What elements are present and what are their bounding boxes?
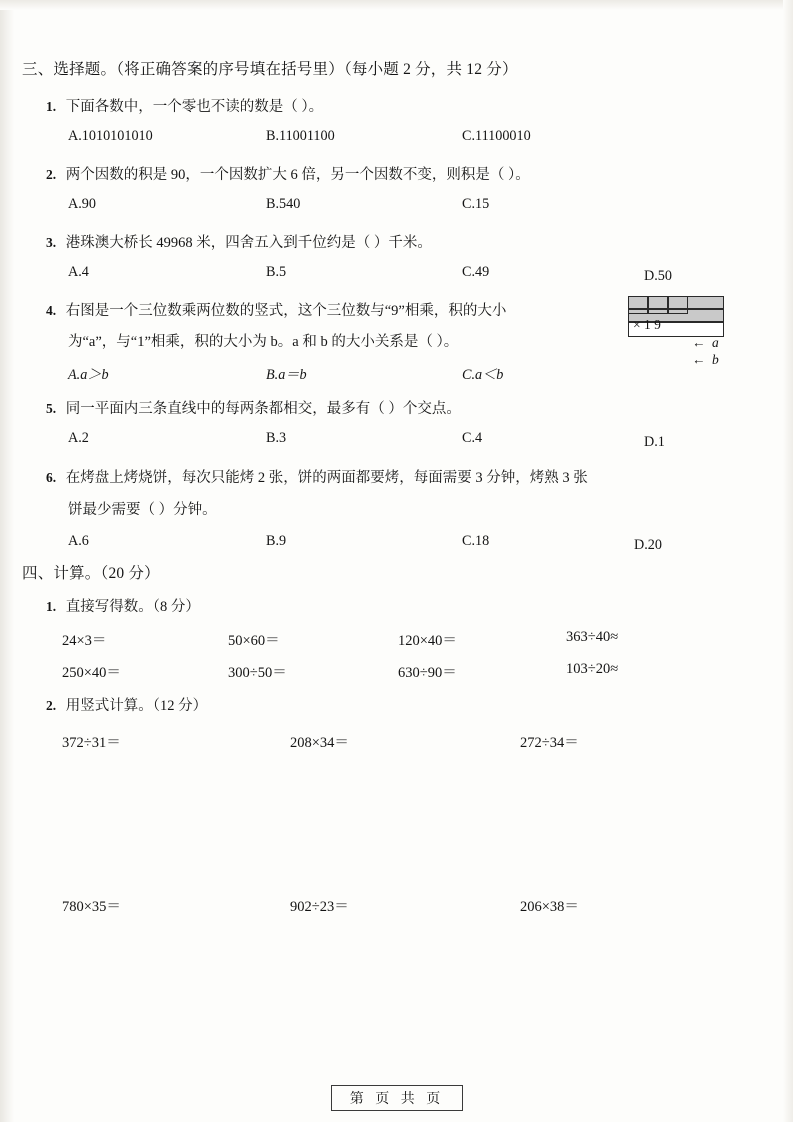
section-heading-calculation: 四、计算。（20 分） [22, 565, 160, 582]
option-a[interactable]: A.6 [68, 533, 89, 549]
option-a[interactable]: A.1010101010 [68, 128, 153, 144]
expression[interactable]: 780×35＝ [62, 899, 121, 915]
question-text-line1: 右图是一个三位数乘两位数的竖式，这个三位数与“9”相乘，积的大小 [65, 303, 507, 319]
subsection-title: 用竖式计算。（12 分） [65, 698, 208, 714]
expression[interactable]: 902÷23＝ [290, 899, 349, 915]
subsection-number: 2. [46, 698, 57, 713]
question-text: 两个因数的积是 90，一个因数扩大 6 倍，另一个因数不变，则积是（ ）。 [65, 167, 530, 183]
option-b[interactable]: B.11001100 [266, 128, 335, 144]
question-number: 3. [46, 235, 57, 250]
digit-box-1 [628, 296, 648, 314]
expression[interactable]: 372÷31＝ [62, 735, 121, 751]
page-footer: 第 页 共 页 [331, 1085, 463, 1111]
option-c[interactable]: C.11100010 [462, 128, 531, 144]
expression[interactable]: 363÷40≈ [566, 629, 619, 645]
option-b[interactable]: B.a＝b [266, 367, 307, 383]
vertical-multiplication-figure [628, 296, 778, 386]
option-b[interactable]: B.9 [266, 533, 287, 549]
question-text-line2: 为“a”，与“1”相乘，积的大小为 b。a 和 b 的大小关系是（ ）。 [68, 334, 459, 350]
label-b: b [712, 352, 719, 367]
multiplier-row: × 1 9 [633, 317, 661, 332]
option-d[interactable]: D.20 [634, 537, 662, 553]
option-c[interactable]: C.18 [462, 533, 490, 549]
question-text-line2: 饼最少需要（ ）分钟。 [68, 502, 217, 518]
arrow-b-icon: ← [692, 352, 706, 367]
question-text: 下面各数中，一个零也不读的数是（ ）。 [65, 99, 324, 115]
option-c[interactable]: C.15 [462, 196, 490, 212]
option-d[interactable]: D.1 [644, 434, 665, 450]
expression[interactable]: 120×40＝ [398, 633, 457, 649]
expression[interactable]: 300÷50＝ [228, 665, 287, 681]
expression[interactable]: 208×34＝ [290, 735, 349, 751]
option-c[interactable]: C.49 [462, 264, 490, 280]
option-a[interactable]: A.a＞b [68, 367, 109, 383]
question-text-line1: 在烤盘上烤烧饼，每次只能烤 2 张，饼的两面都要烤，每面需要 3 分钟，烤熟 3 张 [65, 470, 588, 486]
option-b[interactable]: B.3 [266, 430, 287, 446]
question-number: 6. [46, 470, 57, 485]
expression[interactable]: 24×3＝ [62, 633, 107, 649]
question-text: 同一平面内三条直线中的每两条都相交，最多有（ ）个交点。 [65, 401, 461, 417]
option-a[interactable]: A.90 [68, 196, 96, 212]
option-b[interactable]: B.5 [266, 264, 287, 280]
subsection-number: 1. [46, 599, 57, 614]
question-number: 4. [46, 303, 57, 318]
label-a: a [712, 335, 719, 350]
option-d[interactable]: D.50 [644, 268, 672, 284]
expression[interactable]: 103÷20≈ [566, 661, 619, 677]
option-c[interactable]: C.4 [462, 430, 483, 446]
digit-box-2 [648, 296, 668, 314]
option-b[interactable]: B.540 [266, 196, 301, 212]
question-number: 1. [46, 99, 57, 114]
question-text: 港珠澳大桥长 49968 米，四舍五入到千位约是（ ）千米。 [65, 235, 432, 251]
expression[interactable]: 50×60＝ [228, 633, 280, 649]
expression[interactable]: 250×40＝ [62, 665, 121, 681]
digit-box-3 [668, 296, 688, 314]
section-heading-choice: 三、选择题。（将正确答案的序号填在括号里）（每小题 2 分，共 12 分） [22, 61, 518, 78]
expression[interactable]: 272÷34＝ [520, 735, 579, 751]
question-number: 2. [46, 167, 57, 182]
option-c[interactable]: C.a＜b [462, 367, 504, 383]
expression[interactable]: 206×38＝ [520, 899, 579, 915]
option-a[interactable]: A.4 [68, 264, 89, 280]
option-a[interactable]: A.2 [68, 430, 89, 446]
expression[interactable]: 630÷90＝ [398, 665, 457, 681]
subsection-title: 直接写得数。（8 分） [65, 599, 200, 615]
question-number: 5. [46, 401, 57, 416]
arrow-a-icon: ← [692, 335, 706, 350]
